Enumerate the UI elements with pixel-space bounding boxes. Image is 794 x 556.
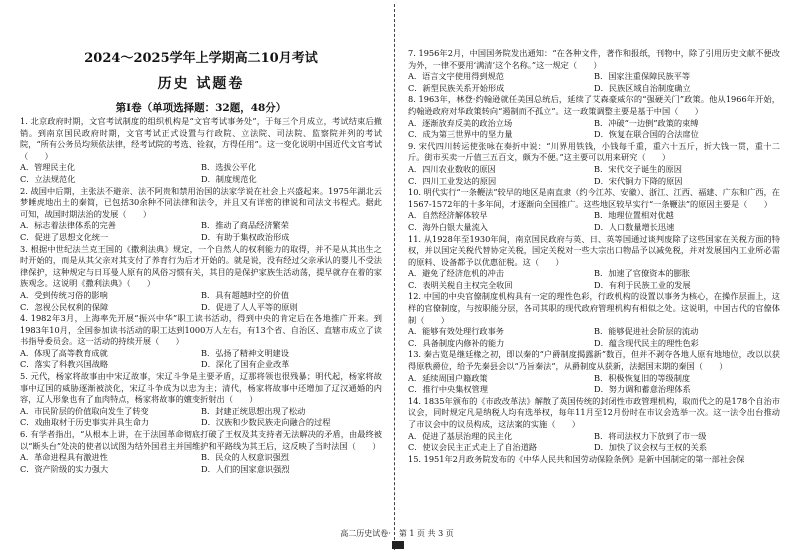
question-3 [20, 244, 382, 314]
question-13 [408, 349, 780, 395]
option-item: D．努力调和蓄意治理体系 [594, 384, 691, 395]
option-item: D．民族区域自治制度确立 [594, 82, 691, 93]
option-item: D．深化了国有企业改革 [201, 359, 290, 370]
question-stem: 2. 战国中后期，主张法不避亲、法不阿贵和禁用治国的法家学说在社会上兴盛起来。1975年湖北云梦睡虎地出土的秦简，已包括30余种不同法律和法令，并且又有详密的律说和司法文书程式。据此可知，战国时期法治的发展（ ） [20, 185, 382, 219]
question-stem: 8. 1963年，林登·约翰逊就任美国总统后，延续了艾森豪威尔的“强硬关门”政策。他从1966年开始，约翰逊政府对华政策转向“遏制而不孤立”。这一政策调整主要是基于中国（ ） [408, 94, 780, 116]
option-item: B．弘扬了精神文明建设 [201, 347, 289, 358]
column-divider [394, 4, 395, 550]
question-stem: 6. 有学者指出，“从根本上讲，在于法国革命彻底打破了王权及其支持者无法解决的矛盾，由最终被以“断头台”处决的使者以试图为结外国君主并国维护和平路线为其王后，这反映了当时法国（ ） [20, 429, 382, 451]
option-list [20, 220, 382, 243]
option-item: D．宋代铜力下降的原因 [594, 175, 683, 186]
option-item: B．积极恢复旧的等级制度 [594, 372, 691, 383]
option-item: C．表明关税自主权完全收回 [408, 279, 513, 290]
option-list [20, 162, 382, 185]
option-item: A．受到传统习俗的影响 [20, 289, 108, 300]
option-list [408, 71, 780, 94]
option-item: C．推行中央集权管理 [408, 384, 488, 395]
option-list [20, 406, 382, 429]
option-item: A．体现了高等教育成就 [20, 347, 108, 358]
question-stem: 7. 1956年2月，中国国务院发出通知：“在各种文件，著作和报纸，刊物中，除了引用历史文献不便改为外，一律不要用‘满清’这个名称。”这一规定（ ） [408, 48, 780, 70]
option-list [20, 452, 382, 475]
option-item: B．冲破“一边倒”政策的束缚 [594, 117, 699, 128]
question-stem: 5. 元代，杨家将故事由中宋辽故事，宋辽斗争是主要矛盾，辽那将领也很残暴；明代起，杨家将故事中辽国的威胁逐渐被淡化，宋辽斗争成为以忠为主；清代，杨家将故事中还增加了辽汉通婚的内容，辽人形象也有了血肉特点，杨家将故事的嬗变折射出（ ） [20, 371, 382, 405]
option-item: C．落实了科教兴国战略 [20, 359, 109, 370]
option-item: A．促进了基层治理的民主化 [408, 430, 513, 441]
question-6 [20, 429, 382, 475]
left-column [20, 0, 382, 475]
option-item: C．立法规范化 [20, 173, 76, 184]
question-stem: 10. 明代实行“一条鞭法”较早的地区是南直隶（约今江苏、安徽）、浙江、江西、福建、广东和广西，在1567-1572年的十多年间，才逐渐向全国推广。这些地区较早实行“一条鞭法”的原因主要是（ ） [408, 187, 780, 209]
footer-mark [392, 541, 404, 549]
option-item: B．选拔公平化 [201, 162, 257, 173]
question-8 [408, 94, 780, 140]
option-item: B．宋代交子诞生的原因 [594, 163, 682, 174]
question-10 [408, 187, 780, 233]
option-item: B．推动了商品经济繁荣 [201, 220, 289, 231]
option-item: B．国家注重保障民族平等 [594, 71, 691, 82]
option-list [408, 326, 780, 349]
exam-subject: 历史 试题卷 [157, 76, 245, 92]
option-item: D．汉族和少数民族走向融合的过程 [201, 417, 331, 428]
option-item: A．能够有效处理行政事务 [408, 326, 504, 337]
question-9 [408, 141, 780, 187]
option-list [408, 164, 780, 187]
option-item: C．四川工业发达的原因 [408, 175, 497, 186]
option-list [408, 373, 780, 396]
question-5 [20, 371, 382, 429]
option-item: A．市民阶层的价值取向发生了转变 [20, 405, 149, 416]
option-item: A．延续周国户籍政策 [408, 372, 488, 383]
question-11 [408, 234, 780, 292]
question-4 [20, 313, 382, 371]
page-footer: 高二历史试卷· 第 1 页 共 3 页 [340, 529, 454, 538]
option-item: B．能够促进社会阶层的流动 [594, 326, 699, 337]
option-item: D．促进了人人平等的原则 [201, 301, 298, 312]
option-item: A．四川农业数收的原因 [408, 163, 496, 174]
option-item: B．加速了官僚资本的膨胀 [594, 268, 691, 279]
question-1 [20, 116, 382, 186]
exam-title: 2024～2025学年上学期高二10月考试 [84, 51, 318, 66]
option-item: A．语言文字使用得到规范 [408, 71, 504, 82]
option-list [20, 290, 382, 313]
option-item: A．逐渐放弃反美的政治立场 [408, 117, 513, 128]
option-item: A．避免了经济危机的冲击 [408, 268, 504, 279]
question-12 [408, 291, 780, 349]
option-item: C．促进了思想文化统一 [20, 231, 109, 242]
option-item: B．将司法权力下放到了市一级 [594, 430, 707, 441]
question-stem: 13. 秦古览是继廷椽之初，即以秦的“户爵制度揭露新”数百，但并不剥夺各地人原有地地位，改以以获得原秩爵位，给予先秦县会以“乃旨秦法”，从爵制度从获新，法据国末期的秦国（ ） [408, 349, 780, 372]
question-stem: 12. 中国的中央官僚制度机构具有一定的理性色彩，行政机构的设置以事务为核心，在操作层面上，这样的官僚制度，与按职能分层，各司其职的现代政府管理机构有相似之处。这说明，中国古代的官僚体制（ ） [408, 291, 780, 325]
option-item: C．具备制度内修补的能力 [408, 337, 505, 348]
option-item: D．人们的国家意识强烈 [201, 463, 290, 474]
option-item: D．有利于民族工业的发展 [594, 279, 691, 290]
option-item: C．海外白银大量流入 [408, 221, 488, 232]
option-item: D．制度规范化 [201, 173, 257, 184]
option-item: C．成为第三世界中的坚力量 [408, 129, 513, 140]
option-item: A．自然经济解体较早 [408, 210, 488, 221]
option-item: D．有助于集权政治形成 [201, 231, 290, 242]
option-item: A．标志着法律体系的完善 [20, 220, 116, 231]
option-item: D．人口数量增长迅速 [594, 221, 675, 232]
question-15 [408, 454, 780, 466]
option-item: C．新型民族关系开始形成 [408, 82, 505, 93]
right-column [408, 0, 780, 465]
option-item: A．管理民主化 [20, 162, 76, 173]
option-item: C．资产阶级的实力强大 [20, 463, 109, 474]
option-list [408, 210, 780, 233]
option-item: C．戏曲取材于历史事实并具生命力 [20, 417, 150, 428]
question-list-left [20, 116, 382, 475]
option-list [408, 431, 780, 454]
option-item: B．地理位置相对优越 [594, 210, 674, 221]
option-item: C．忽视公民权利的保障 [20, 301, 109, 312]
question-stem: 14. 1835年颁布的《市政改革法》解散了英国传统的封闭性市政管理机构，取而代之的是178个自治市议会，同时规定凡是纳税人均有选举权，每年11月至12月份时在市议会选举一次。这一法令出台推动了市议会中的议员构成，这法案的实施（ ） [408, 395, 780, 429]
question-stem: 11. 从1928年至1930年间，南京国民政府与英、日、英等国通过谈判废除了这些国家在关税方面的特权，并以国定关税代替协定关税，国定关税对一些大宗出口物品予以减免税，并对发展国内工业所必需的原料、设备都予以优惠征税。这（ ） [408, 233, 780, 267]
option-item: B．具有超越时空的价值 [201, 289, 289, 300]
option-list [20, 348, 382, 371]
option-item: D．恢复在联合国的合法席位 [594, 129, 699, 140]
question-stem: 3. 根据中世纪法兰克王国的《撒利法典》规定，一个自然人的权利能力的取得，并不是从其出生之时开始的，而是从其父亲对其支付了养育行为后才开始的。就是说，没有经过父亲承认的婴儿不受法律保护，这种规定与日耳曼人原有的风俗习惯有关，其目的是保护家族生活动荡，提早就存在着的家族观念。这说明《撒利法典》（ ） [20, 243, 382, 289]
option-list [408, 118, 780, 141]
question-2 [20, 186, 382, 244]
option-item: B．民众的人权意识强烈 [201, 452, 289, 463]
question-stem: 9. 宋代四川转运使张咏在奏折中说：“川界用铁钱，小钱每千重，重六十五斤，折大钱一贯，重十二斤。街市买卖一斤值三五百文，颇为不便。”这主要可以用来研究（ ） [408, 140, 780, 163]
option-list [408, 268, 780, 291]
option-item: D．加快了议会权与王权的关系 [594, 442, 708, 453]
question-7 [408, 48, 780, 94]
option-item: D．蕴含现代民主的理性色彩 [594, 337, 699, 348]
question-stem: 4. 1982年3月，上海率先开展“振兴中华”职工读书活动，得到中央的肯定后在各地推广开来。到1983年10月，全国参加读书活动的职工达到1000万人左右，有13个省、自治区、直辖市成立了读书指导委员会。这一活动的持续开展（ ） [20, 313, 382, 347]
question-list-right [408, 48, 780, 465]
question-stem: 1. 北京政府时期，文官考试制度的组织机构是“文官考试事务处”，于每三个月成立，考试结束后撤销。到南京国民政府时期，文官考试正式设置与行政院、立法院、司法院、监察院并列的考试院，“所有公务员均须依法律，经考试院的考选、铨叙，方得任用”。这一变化说明中国近代文官考试（ ） [20, 116, 382, 161]
option-item: B．封建正统思想出现了松动 [201, 405, 306, 416]
option-item: C．使议会民主正式走上了自治道路 [408, 442, 538, 453]
question-stem: 15. 1951年2月政务院发布的《中华人民共和国劳动保险条例》是新中国制定的第一部社会保 [408, 453, 745, 464]
section-heading: 第Ⅰ卷（单项选择题：32题，48分） [115, 102, 287, 114]
question-14 [408, 396, 780, 454]
option-item: A．革命进程具有激进性 [20, 452, 108, 463]
